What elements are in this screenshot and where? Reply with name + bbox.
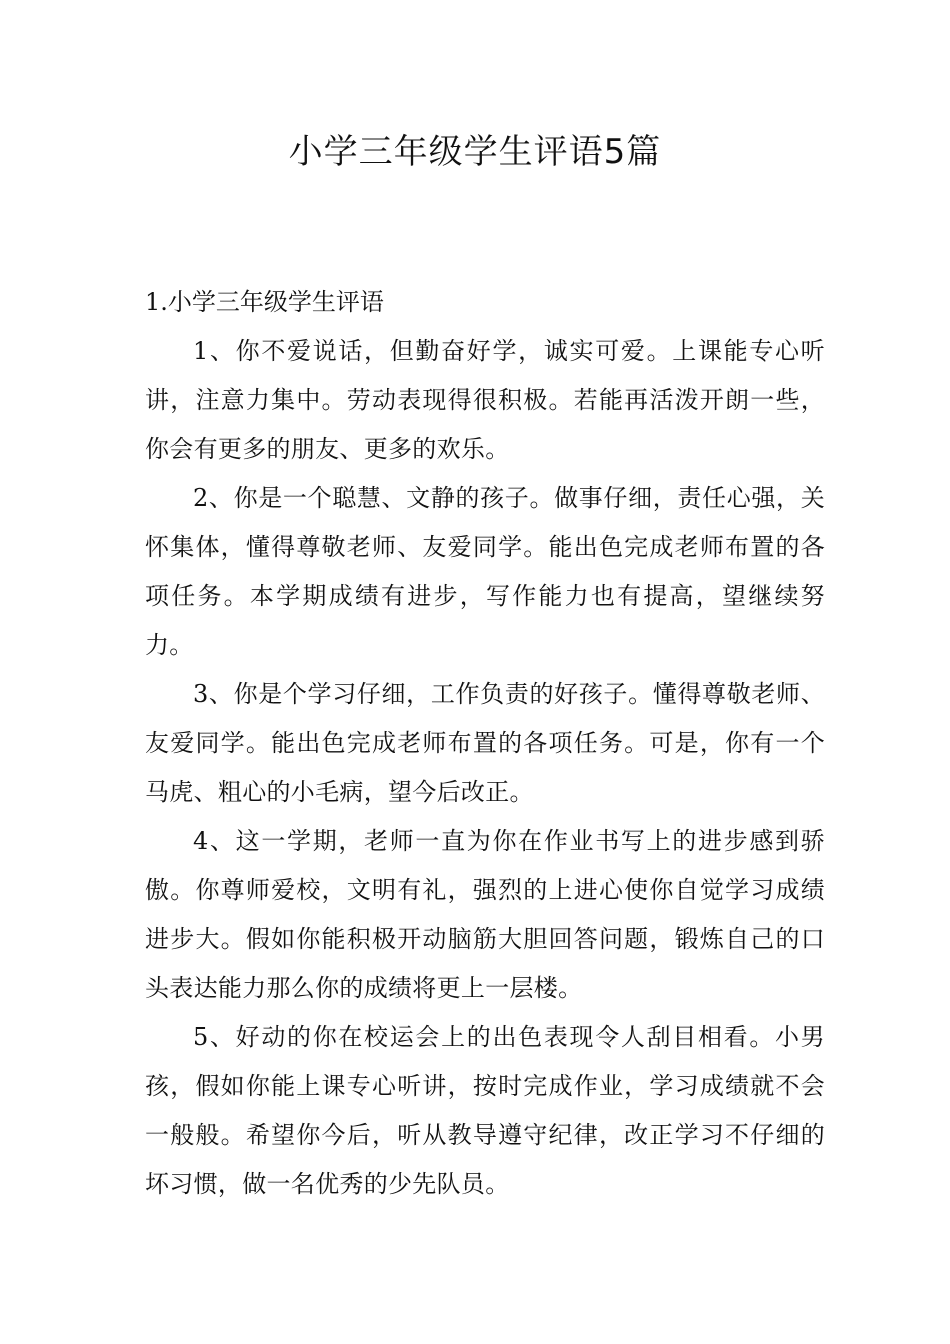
comment-paragraph-5: 5、好动的你在校运会上的出色表现令人刮目相看。小男孩，假如你能上课专心听讲，按时完成作业，学习成绩就不会一般般。希望你今后，听从教导遵守纪律，改正学习不仔细的坏习惯，做一名优秀的少先队员。 — [145, 1023, 825, 1198]
comment-paragraph-4: 4、这一学期，老师一直为你在作业书写上的进步感到骄傲。你尊师爱校，文明有礼，强烈的上进心使你自觉学习成绩进步大。假如你能积极开动脑筋大胆回答问题，锻炼自己的口头表达能力那么你的成绩将更上一层楼。 — [145, 827, 825, 1002]
document-body — [145, 278, 825, 1209]
section-heading: 1.小学三年级学生评语 — [145, 288, 384, 316]
comment-paragraph-1: 1、你不爱说话，但勤奋好学，诚实可爱。上课能专心听讲，注意力集中。劳动表现得很积极。若能再活泼开朗一些，你会有更多的朋友、更多的欢乐。 — [145, 337, 825, 463]
comment-paragraph-3: 3、你是个学习仔细，工作负责的好孩子。懂得尊敬老师、友爱同学。能出色完成老师布置的各项任务。可是，你有一个马虎、粗心的小毛病，望今后改正。 — [145, 680, 825, 806]
comment-paragraph-2: 2、你是一个聪慧、文静的孩子。做事仔细，责任心强，关怀集体，懂得尊敬老师、友爱同学。能出色完成老师布置的各项任务。本学期成绩有进步，写作能力也有提高，望继续努力。 — [145, 484, 825, 659]
document-title: 小学三年级学生评语5篇 — [288, 132, 662, 172]
